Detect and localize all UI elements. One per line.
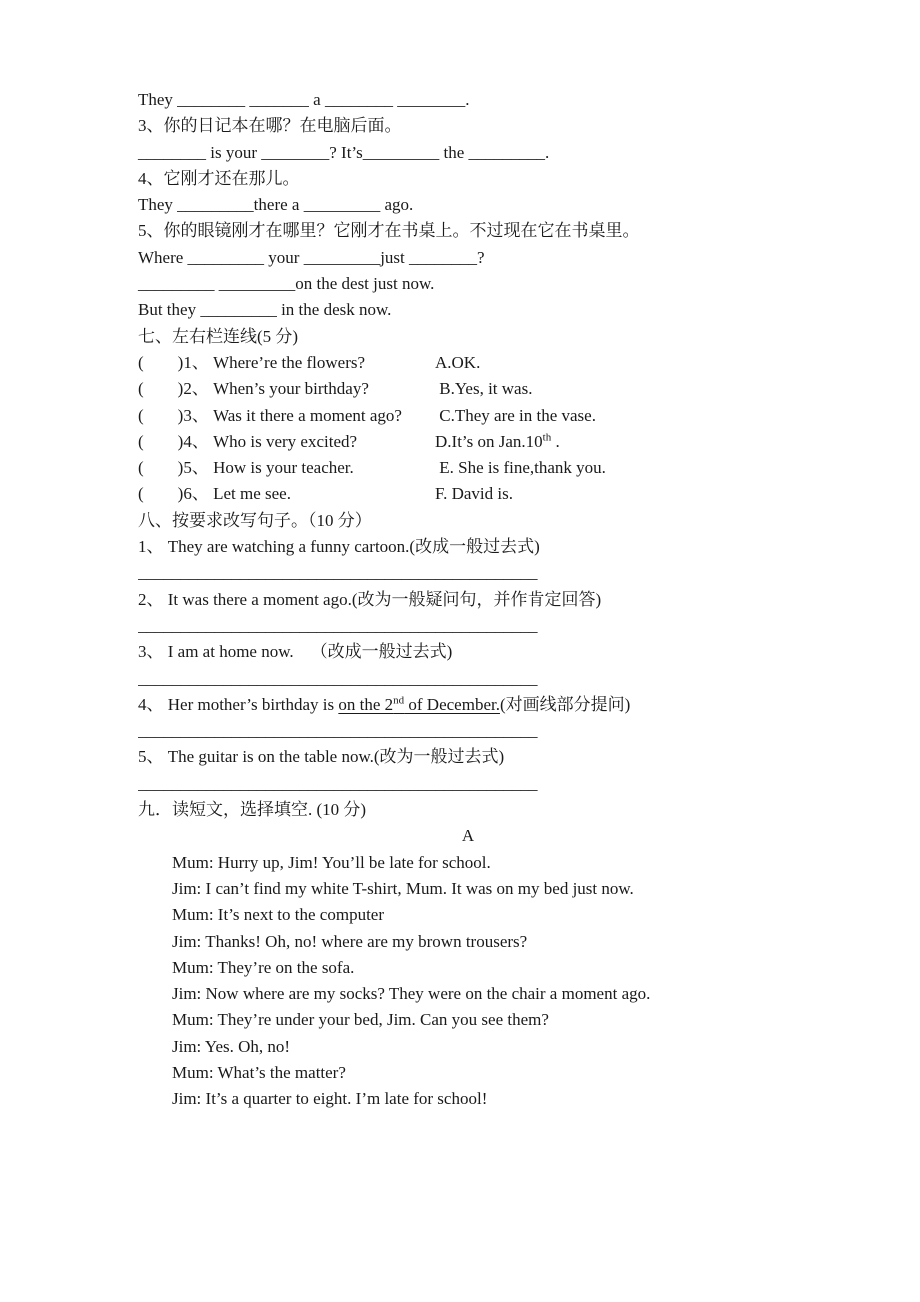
matching-answer-text-cont: . bbox=[551, 431, 560, 451]
fill-line: But they _________ in the desk now. bbox=[138, 300, 392, 320]
dialogue-line: Jim: It’s a quarter to eight. I’m late for school! bbox=[172, 1089, 488, 1109]
matching-row bbox=[138, 429, 798, 455]
rewrite-item bbox=[138, 639, 798, 665]
dialogue-line: Mum: They’re under your bed, Jim. Can you see them? bbox=[172, 1010, 549, 1030]
fill-line: 5、你的眼镜刚才在哪里？它刚才在书桌上。不过现在它在书桌里。 bbox=[138, 221, 640, 241]
dialogue-line: Mum: It’s next to the computer bbox=[172, 905, 384, 925]
matching-row bbox=[138, 481, 798, 507]
rewrite-answer-blank: _______________________________________________ bbox=[138, 615, 538, 635]
matching-row bbox=[138, 376, 798, 402]
rewrite-item bbox=[138, 534, 798, 560]
matching-row bbox=[138, 403, 798, 429]
fill-line: ________ is your ________? It’s_________ the _________. bbox=[138, 142, 550, 162]
rewrite-answer-blank: _______________________________________________ bbox=[138, 668, 538, 688]
matching-answer bbox=[435, 484, 513, 503]
rewrite-heading: 八、按要求改写句子。（10 分） bbox=[138, 510, 372, 530]
ordinal-superscript: th bbox=[542, 431, 552, 444]
matching-row bbox=[138, 350, 798, 376]
matching-heading: 七、左右栏连线(5 分) bbox=[138, 326, 299, 346]
matching-answer bbox=[435, 353, 480, 372]
passage-label: A bbox=[461, 826, 475, 846]
matching-question: ( )4、 Who is very excited? bbox=[138, 431, 358, 451]
dialogue-line: Mum: Hurry up, Jim! You’ll be late for school. bbox=[172, 852, 491, 872]
underlined-phrase bbox=[338, 695, 500, 714]
dialogue-line: Jim: Thanks! Oh, no! where are my brown trousers? bbox=[172, 931, 528, 951]
matching-answer-text: B.Yes, it was. bbox=[435, 379, 533, 399]
fill-line: They _________there a _________ ago. bbox=[138, 195, 414, 215]
matching-answer-text: F. David is. bbox=[435, 484, 513, 504]
rewrite-answer-blank: _______________________________________________ bbox=[138, 721, 538, 741]
fill-line: 3、你的日记本在哪？在电脑后面。 bbox=[138, 116, 402, 136]
rewrite-item bbox=[138, 744, 798, 770]
matching-question: ( )1、 Where’re the flowers? bbox=[138, 352, 366, 372]
dialogue-line: Mum: They’re on the sofa. bbox=[172, 957, 355, 977]
rewrite-item-suffix: (对画线部分提问) bbox=[499, 694, 631, 714]
rewrite-item bbox=[138, 692, 798, 718]
reading-heading: 九．读短文，选择填空. (10 分) bbox=[138, 800, 367, 820]
dialogue-line: Jim: Yes. Oh, no! bbox=[172, 1036, 291, 1056]
rewrite-section bbox=[138, 508, 798, 797]
matching-answer bbox=[435, 458, 606, 477]
rewrite-item-text: 2、 It was there a moment ago.(改为一般疑问句，并作肯定回答) bbox=[138, 589, 602, 609]
matching-row bbox=[138, 455, 798, 481]
dialogue-line: Jim: I can’t find my white T-shirt, Mum. It was on my bed just now. bbox=[172, 878, 634, 898]
matching-answer bbox=[435, 432, 560, 451]
matching-question: ( )5、 How is your teacher. bbox=[138, 458, 354, 478]
matching-answer-text: E. She is fine,thank you. bbox=[435, 458, 606, 478]
matching-answer-text: D.It’s on Jan.10 bbox=[435, 431, 543, 451]
reading-section bbox=[138, 797, 798, 1113]
underline-text-cont: of December. bbox=[404, 694, 500, 714]
fill-line: Where _________ your _________just ________? bbox=[138, 247, 485, 267]
rewrite-item-text: 3、 I am at home now. （改成一般过去式) bbox=[138, 642, 453, 662]
fill-line: 4、它刚才还在那儿。 bbox=[138, 168, 300, 188]
rewrite-answer-blank: _______________________________________________ bbox=[138, 773, 538, 793]
matching-answer bbox=[435, 406, 596, 425]
ordinal-superscript: nd bbox=[393, 694, 405, 707]
dialogue-line: Jim: Now where are my socks? They were on the chair a moment ago. bbox=[172, 984, 651, 1004]
rewrite-item bbox=[138, 587, 798, 613]
matching-question: ( )3、 Was it there a moment ago? bbox=[138, 405, 402, 425]
underline-text: on the 2 bbox=[338, 694, 394, 714]
dialogue-line: Mum: What’s the matter? bbox=[172, 1062, 346, 1082]
matching-question: ( )2、 When’s your birthday? bbox=[138, 379, 369, 399]
rewrite-answer-blank: _______________________________________________ bbox=[138, 563, 538, 583]
matching-answer-text: C.They are in the vase. bbox=[435, 405, 596, 425]
rewrite-item-text: 5、 The guitar is on the table now.(改为一般过去式) bbox=[138, 747, 505, 767]
matching-question: ( )6、 Let me see. bbox=[138, 484, 291, 504]
rewrite-item-text: 4、 Her mother’s birthday is bbox=[138, 694, 339, 714]
fill-line: They ________ _______ a ________ ________. bbox=[138, 90, 470, 109]
fill-in-blanks-section bbox=[138, 87, 798, 324]
matching-answer bbox=[435, 379, 532, 398]
matching-section bbox=[138, 324, 798, 508]
fill-line: _________ _________on the dest just now. bbox=[138, 274, 435, 294]
rewrite-item-text: 1、 They are watching a funny cartoon.(改成一般过去式) bbox=[138, 537, 540, 557]
matching-answer-text: A.OK. bbox=[435, 352, 481, 372]
worksheet-page bbox=[138, 87, 798, 1113]
